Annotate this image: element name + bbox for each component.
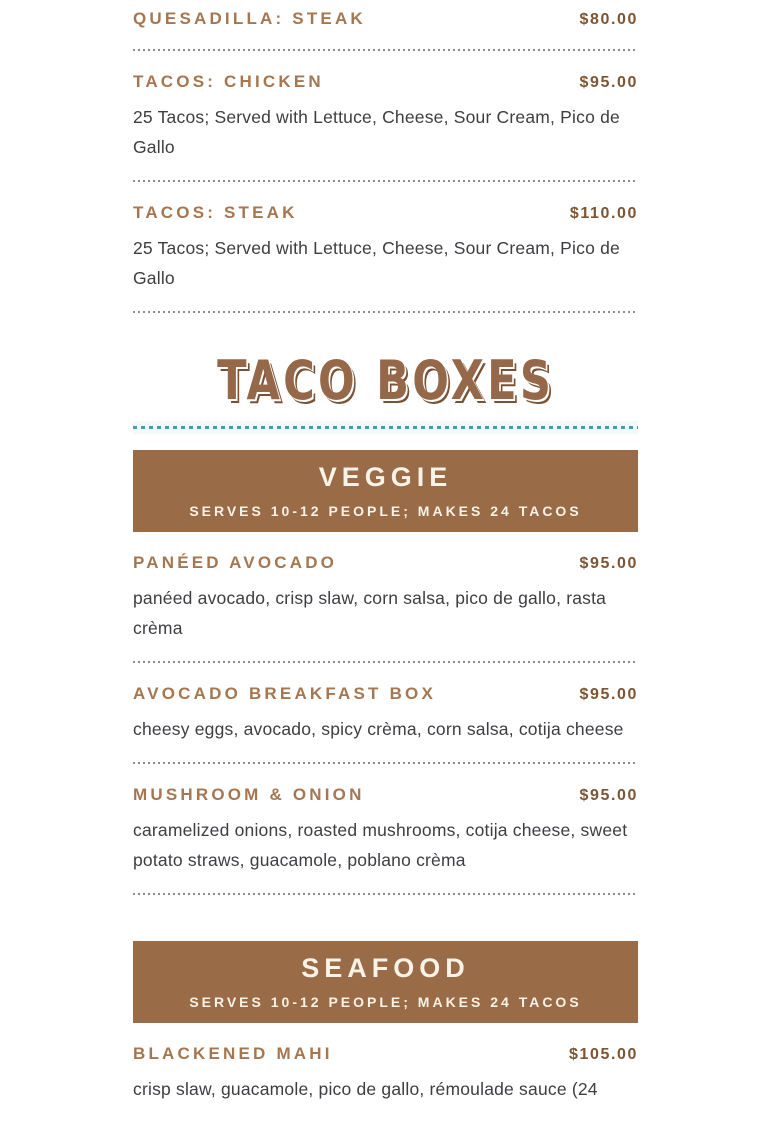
dotted-divider	[133, 893, 638, 895]
menu-item-header	[133, 1043, 638, 1066]
menu-item	[133, 663, 638, 762]
item-price: $95.00	[579, 787, 638, 804]
banner-title: VEGGIE	[318, 462, 453, 492]
menu-item	[133, 764, 638, 893]
item-name: AVOCADO BREAKFAST BOX	[133, 684, 437, 703]
section-heading	[133, 349, 638, 412]
item-description: cheesy eggs, avocado, spicy crèma, corn salsa, cotija cheese	[133, 719, 624, 739]
menu-item-header	[133, 202, 638, 225]
section-heading-text: TACO BOXES	[216, 349, 555, 412]
menu-item	[133, 51, 638, 180]
subsection-banner-veggie	[133, 450, 638, 532]
banner-subtitle: SERVES 10-12 PEOPLE; MAKES 24 TACOS	[189, 994, 582, 1010]
blue-dashed-divider	[133, 426, 638, 429]
item-price: $105.00	[568, 1046, 638, 1063]
item-price: $95.00	[579, 74, 638, 91]
banner-title: SEAFOOD	[301, 953, 470, 983]
dotted-divider	[133, 311, 638, 313]
section-divider-band	[133, 421, 638, 434]
item-price: $95.00	[579, 555, 638, 572]
menu-column	[133, 0, 638, 1122]
menu-item-header	[133, 8, 638, 31]
item-name: TACOS: STEAK	[133, 203, 298, 222]
item-price: $110.00	[569, 205, 638, 222]
item-price: $80.00	[579, 11, 638, 28]
item-description: caramelized onions, roasted mushrooms, cotija cheese, sweet potato straws, guacamole, poblano crèma	[133, 820, 628, 870]
item-description: panéed avocado, crisp slaw, corn salsa, pico de gallo, rasta crèma	[133, 588, 607, 638]
item-name: MUSHROOM & ONION	[133, 785, 365, 804]
item-name: BLACKENED MAHI	[133, 1044, 333, 1063]
item-name: QUESADILLA: STEAK	[133, 9, 366, 28]
item-name: PANÉED AVOCADO	[133, 553, 338, 572]
menu-item-header	[133, 71, 638, 94]
subsection-banner-seafood	[133, 941, 638, 1023]
item-description: 25 Tacos; Served with Lettuce, Cheese, Sour Cream, Pico de Gallo	[133, 238, 620, 288]
menu-item	[133, 0, 638, 49]
menu-item-header	[133, 784, 638, 807]
item-description: 25 Tacos; Served with Lettuce, Cheese, Sour Cream, Pico de Gallo	[133, 107, 620, 157]
menu-item-header	[133, 683, 638, 706]
menu-item-header	[133, 552, 638, 575]
menu-item	[133, 182, 638, 311]
menu-item	[133, 1023, 638, 1122]
item-name: TACOS: CHICKEN	[133, 72, 324, 91]
banner-subtitle: SERVES 10-12 PEOPLE; MAKES 24 TACOS	[189, 503, 582, 519]
item-price: $95.00	[579, 686, 638, 703]
item-description: crisp slaw, guacamole, pico de gallo, rémoulade sauce (24	[133, 1079, 598, 1099]
menu-item	[133, 532, 638, 661]
